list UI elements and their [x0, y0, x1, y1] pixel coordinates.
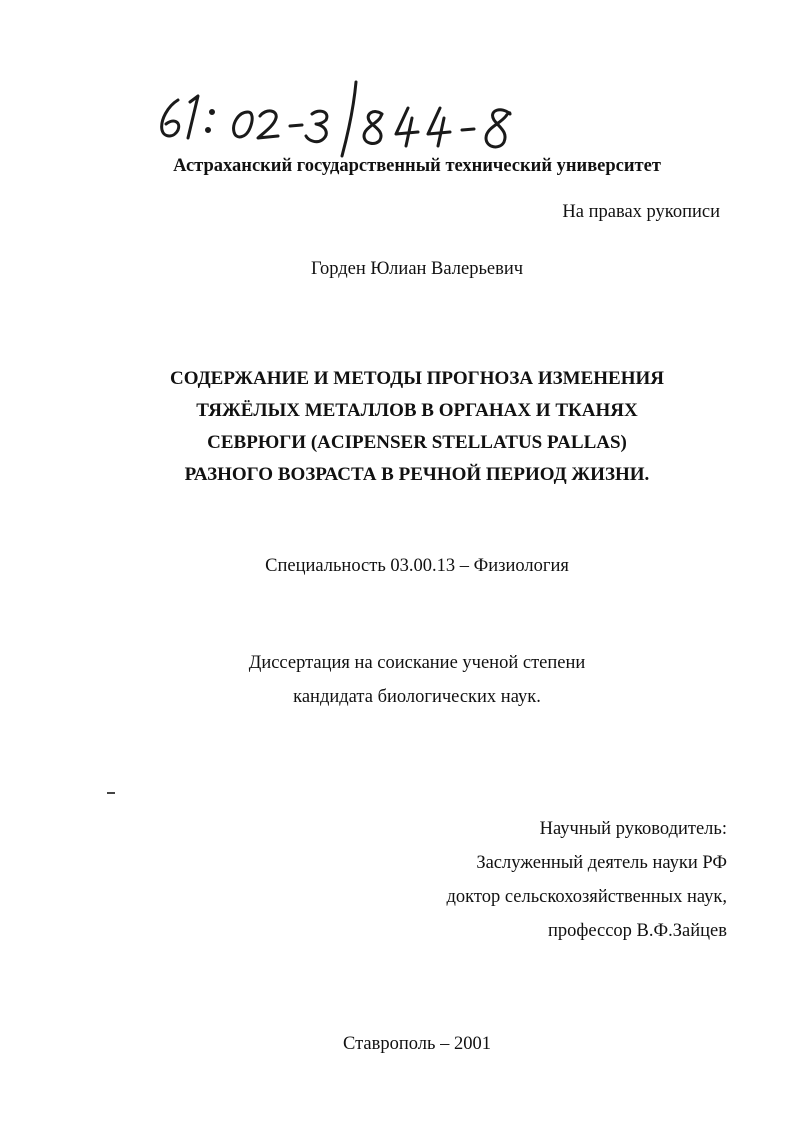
title-line: ТЯЖЁЛЫХ МЕТАЛЛОВ В ОРГАНАХ И ТКАНЯХ: [196, 400, 638, 421]
author-name: Горден Юлиан Валерьевич: [310, 259, 524, 279]
supervisor-line: профессор В.Ф.Зайцев: [547, 921, 727, 941]
title-line: РАЗНОГО ВОЗРАСТА В РЕЧНОЙ ПЕРИОД ЖИЗНИ.: [184, 464, 650, 485]
rights-note: На правах рукописи: [562, 202, 720, 222]
supervisor-line: Научный руководитель:: [539, 819, 727, 839]
university-name: Астраханский государственный технический университет: [173, 156, 661, 176]
title-line: СЕВРЮГИ (ACIPENSER STELLATUS PALLAS): [207, 432, 627, 453]
specialty: Специальность 03.00.13 – Физиология: [265, 556, 569, 576]
dissertation-statement: Диссертация на соискание ученой степени: [248, 653, 586, 673]
title-line: СОДЕРЖАНИЕ И МЕТОДЫ ПРОГНОЗА ИЗМЕНЕНИЯ: [170, 368, 664, 389]
handwritten-catalog-code: [150, 78, 530, 160]
supervisor-line: доктор сельскохозяйственных наук,: [446, 887, 727, 907]
dissertation-title: [0, 363, 793, 491]
place-and-year: Ставрополь – 2001: [343, 1034, 491, 1054]
degree-statement: кандидата биологических наук.: [293, 687, 541, 707]
scan-artifact-mark: [107, 792, 115, 794]
supervisor-line: Заслуженный деятель науки РФ: [476, 853, 727, 873]
supervisor-block: [446, 812, 727, 948]
